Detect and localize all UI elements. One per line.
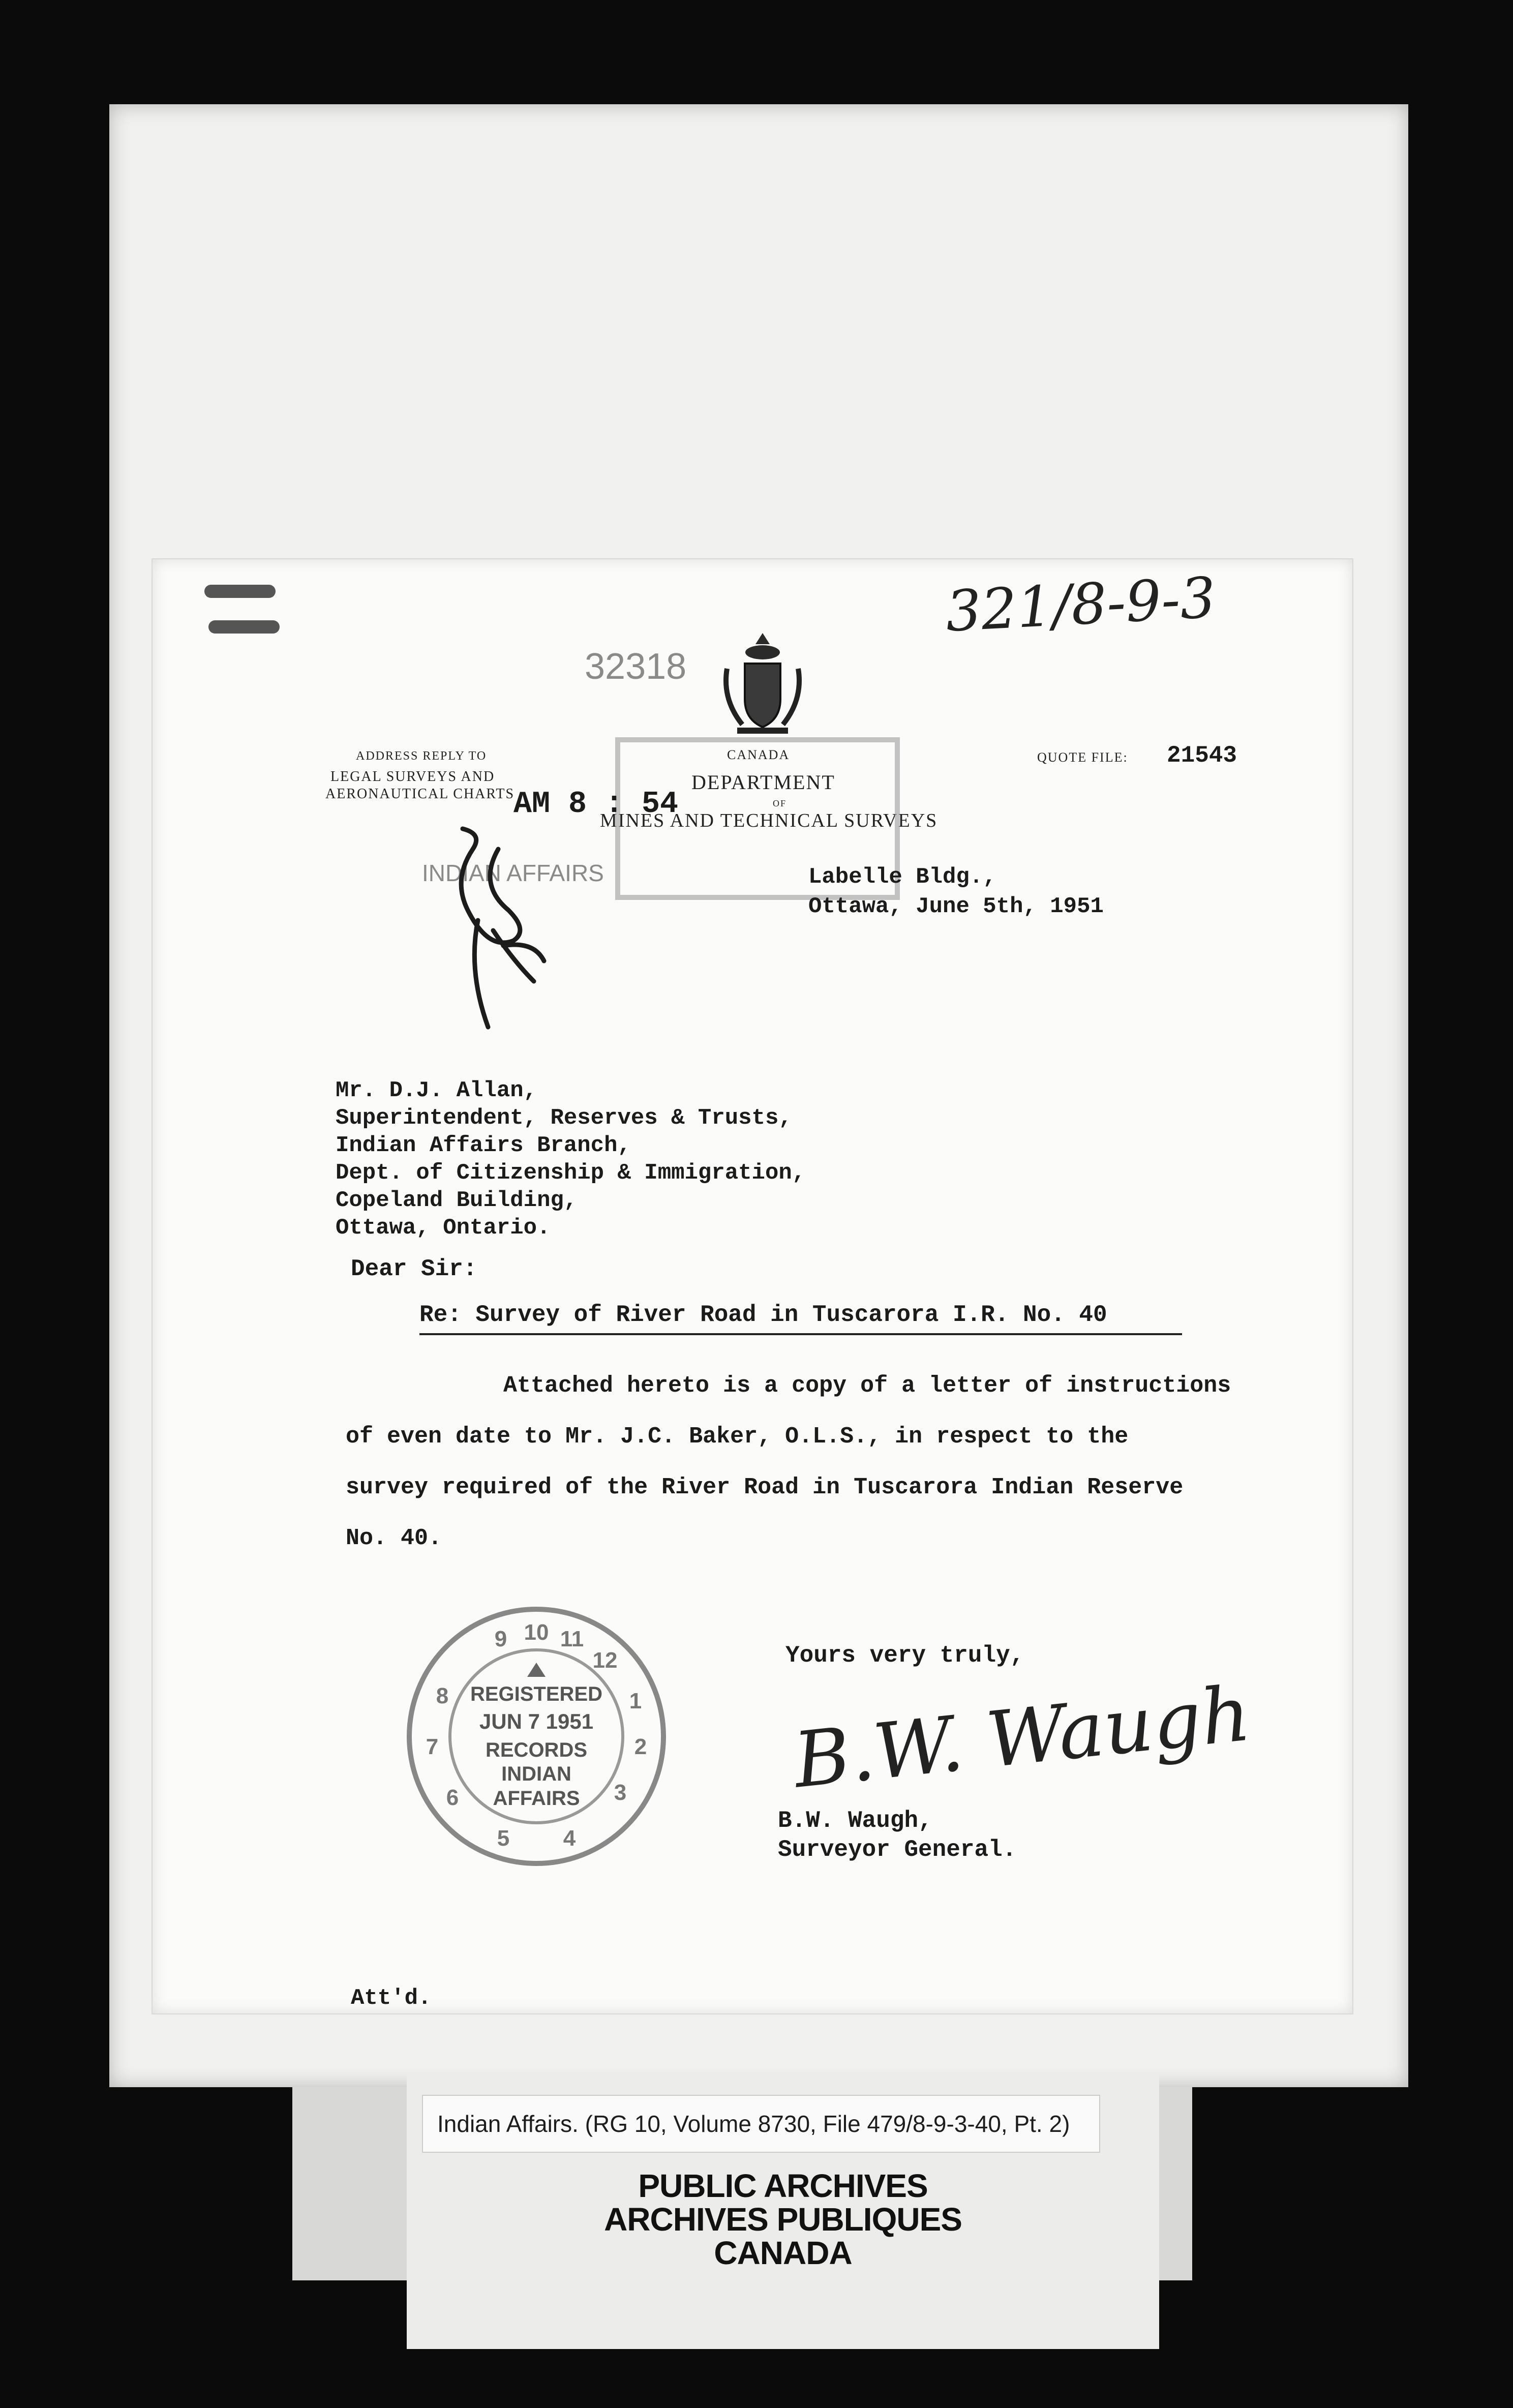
stamp-records-label: RECORDS: [485, 1739, 588, 1761]
stamp-date: JUN 7 1951: [479, 1709, 594, 1733]
body-line: survey required of the River Road in Tuscarora Indian Reserve: [346, 1474, 1184, 1500]
sender-address-line: Labelle Bldg.,: [808, 864, 996, 890]
stamp-hour-number: 1: [629, 1689, 642, 1713]
body-line: No. 40.: [346, 1525, 442, 1551]
signature: B.W. Waugh: [790, 1669, 1255, 1805]
stamp-hour-number: 5: [497, 1826, 510, 1851]
stamp-hour-number: 2: [634, 1734, 647, 1759]
stamp-hour-number: 10: [524, 1620, 549, 1645]
reply-to-line: LEGAL SURVEYS AND: [330, 769, 495, 785]
quote-file-label: QUOTE FILE:: [1037, 750, 1128, 765]
recipient-line: Dept. of Citizenship & Immigration,: [336, 1160, 806, 1186]
stamp-hour-number: 11: [560, 1627, 584, 1651]
stamp-hour-number: 3: [614, 1780, 627, 1805]
quote-file-number: 21543: [1167, 742, 1237, 769]
stamp-hour-number: 12: [592, 1648, 618, 1673]
subject-line: Re: Survey of River Road in Tuscarora I.R. No. 40: [419, 1302, 1107, 1328]
archive-reference: Indian Affairs. (RG 10, Volume 8730, File 479/8-9-3-40, Pt. 2): [437, 2111, 1070, 2137]
signer-name: B.W. Waugh,: [778, 1808, 932, 1834]
stamp-hour-number: 7: [426, 1734, 439, 1759]
sender-address-line: Ottawa, June 5th, 1951: [808, 894, 1104, 919]
signer-title: Surveyor General.: [778, 1837, 1017, 1863]
reply-to-line: AERONAUTICAL CHARTS: [325, 786, 515, 802]
stamp-affairs-label: AFFAIRS: [493, 1787, 580, 1810]
recipient-line: Copeland Building,: [336, 1188, 578, 1213]
closing: Yours very truly,: [785, 1642, 1024, 1669]
coat-of-arms-icon: [717, 628, 808, 740]
subject-underline: [419, 1333, 1182, 1335]
enclosure-note: Att'd.: [351, 1985, 432, 2011]
handwritten-file-reference: 321/8-9-3: [944, 565, 1218, 644]
archive-name-french: ARCHIVES PUBLIQUES: [604, 2201, 962, 2238]
handwritten-initials-icon: [432, 819, 564, 1037]
country-label: CANADA: [727, 747, 790, 762]
body-line: Attached hereto is a copy of a letter of instructions: [503, 1373, 1231, 1399]
registered-date-stamp: [402, 1602, 671, 1871]
stamp-hour-number: 4: [563, 1826, 576, 1851]
archive-country: CANADA: [714, 2235, 852, 2271]
department-heading: DEPARTMENT: [691, 771, 835, 794]
body-line: of even date to Mr. J.C. Baker, O.L.S., in respect to the: [346, 1424, 1129, 1450]
recipient-line: Indian Affairs Branch,: [336, 1133, 631, 1158]
reply-to-line: ADDRESS REPLY TO: [356, 749, 487, 763]
department-heading: MINES AND TECHNICAL SURVEYS: [600, 810, 938, 831]
paper-clip: [204, 585, 276, 598]
stamp-hour-number: 8: [436, 1683, 449, 1708]
received-number-stamp: 32318: [585, 646, 687, 687]
received-time-stamp: AM 8 : 54: [513, 787, 679, 822]
recipient-line: Superintendent, Reserves & Trusts,: [336, 1105, 792, 1131]
stamp-indian-label: INDIAN: [501, 1763, 571, 1785]
salutation: Dear Sir:: [351, 1256, 477, 1282]
received-stamp-label: INDIAN AFFAIRS: [422, 860, 604, 886]
paper-clip: [208, 620, 280, 634]
department-heading: OF: [773, 798, 787, 808]
stamp-hour-number: 9: [494, 1627, 507, 1651]
archive-name-english: PUBLIC ARCHIVES: [638, 2168, 928, 2204]
stamp-registered-label: REGISTERED: [470, 1683, 603, 1705]
stamp-hour-number: 6: [446, 1785, 459, 1810]
recipient-line: Ottawa, Ontario.: [336, 1215, 551, 1241]
recipient-line: Mr. D.J. Allan,: [336, 1078, 537, 1103]
